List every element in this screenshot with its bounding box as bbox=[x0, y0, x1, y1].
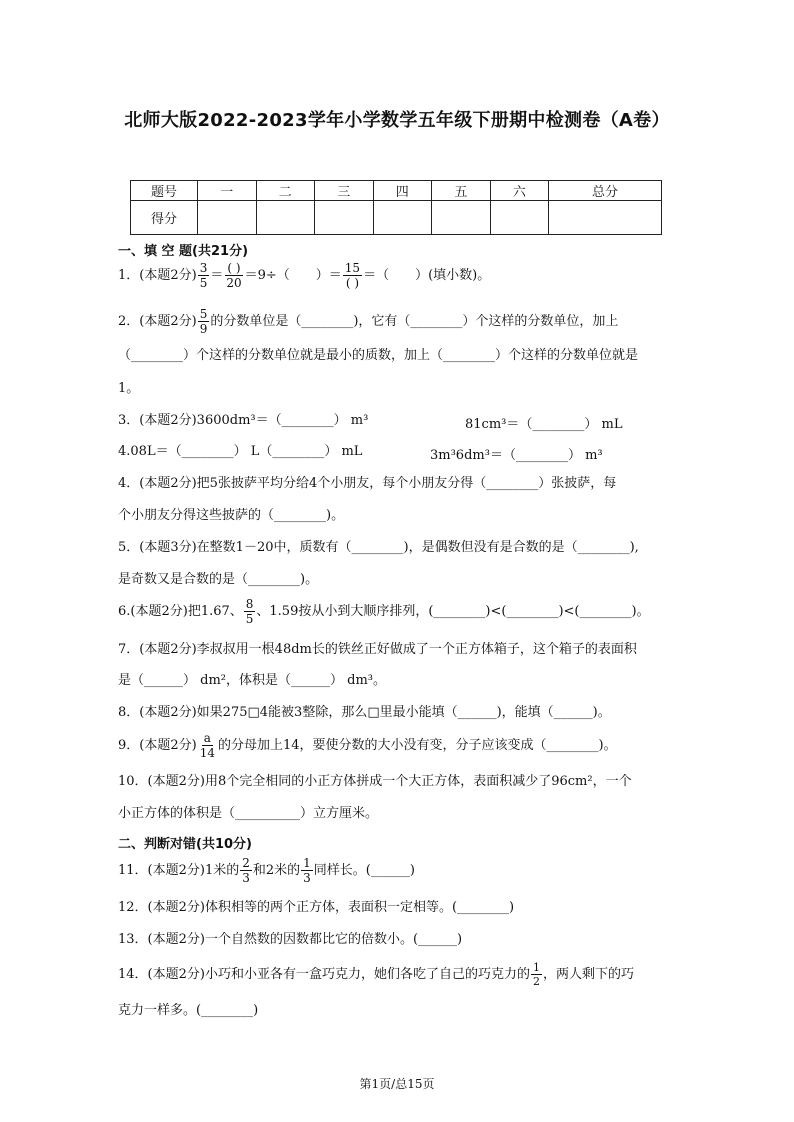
question-text: ＝9÷（ ）＝ bbox=[244, 268, 342, 283]
question-5-line-2: 是奇数又是合数的是（________)。 bbox=[118, 572, 319, 587]
question-3-part-b: 81cm³＝（________） mL bbox=[465, 417, 623, 432]
question-3-part-c: 4.08L＝（________） L（________） mL bbox=[118, 444, 363, 459]
question-text: 的分母加上14，要使分数的大小没有变，分子应该变成（________)。 bbox=[217, 738, 617, 753]
fraction bbox=[240, 857, 252, 884]
question-1 bbox=[118, 262, 490, 289]
numerator: 15 bbox=[344, 261, 361, 275]
numerator: 5 bbox=[199, 307, 208, 321]
score-cell[interactable] bbox=[549, 201, 662, 235]
fraction bbox=[198, 262, 210, 289]
question-2 bbox=[118, 308, 618, 335]
question-4-line-2: 个小朋友分得这些披萨的（________)。 bbox=[118, 508, 345, 523]
question-7-line-2: 是（______） dm²，体积是（______） dm³。 bbox=[118, 673, 386, 688]
numerator: a bbox=[203, 731, 211, 745]
score-header-cell: 六 bbox=[490, 181, 549, 201]
fraction bbox=[198, 732, 217, 759]
score-header-cell: 题号 bbox=[131, 181, 198, 201]
question-7: 7．(本题2分)李叔叔用一根48dm长的铁丝正好做成了一个正方体箱子，这个箱子的表面积 bbox=[118, 642, 637, 657]
question-prefix: 2．(本题2分) bbox=[118, 314, 197, 329]
score-header-cell: 一 bbox=[198, 181, 257, 201]
section-heading-2: 二、判断对错(共10分) bbox=[118, 837, 252, 852]
denominator: 2 bbox=[532, 975, 540, 988]
numerator: 2 bbox=[242, 856, 250, 870]
question-prefix: 14．(本题2分)小巧和小亚各有一盒巧克力，她们各吃了自己的巧克力的 bbox=[118, 967, 530, 982]
question-10: 10．(本题2分)用8个完全相同的小正方体拼成一个大正方体，表面积减少了96cm²，一个 bbox=[118, 774, 632, 789]
score-cell[interactable] bbox=[432, 201, 491, 235]
fraction bbox=[244, 598, 256, 625]
question-2-line-2: （________）个这样的分数单位就是最小的质数，加上（________）个这样的分数单位就是 bbox=[118, 348, 639, 363]
score-header-cell: 五 bbox=[432, 181, 491, 201]
numerator: ( ) bbox=[227, 261, 241, 275]
score-table bbox=[130, 180, 662, 235]
equals-sign: ＝ bbox=[210, 268, 224, 283]
score-cell[interactable] bbox=[256, 201, 315, 235]
score-cell[interactable] bbox=[373, 201, 432, 235]
page-footer: 第1页/总15页 bbox=[359, 1077, 435, 1091]
denominator: 3 bbox=[303, 871, 311, 885]
denominator: 9 bbox=[199, 322, 208, 336]
fraction bbox=[198, 308, 210, 335]
question-14-line-2: 克力一样多。(________) bbox=[118, 1003, 259, 1018]
numerator: 1 bbox=[303, 856, 311, 870]
score-cell[interactable] bbox=[198, 201, 257, 235]
question-text: 同样长。(______) bbox=[313, 863, 415, 878]
question-prefix: 1．(本题2分) bbox=[118, 268, 197, 283]
denominator: 5 bbox=[199, 276, 208, 290]
question-11 bbox=[118, 857, 415, 884]
question-8: 8．(本题2分)如果275□4能被3整除，那么□里最小能填（______)，能填（______)。 bbox=[118, 705, 611, 720]
question-3-part-d: 3m³6dm³＝（________） m³ bbox=[430, 448, 603, 463]
question-text: ，两人剩下的巧 bbox=[542, 967, 634, 982]
question-2-line-3: 1。 bbox=[118, 381, 140, 396]
score-header-cell: 四 bbox=[373, 181, 432, 201]
fraction bbox=[343, 262, 362, 289]
question-12: 12．(本题2分)体积相等的两个正方体，表面积一定相等。(________) bbox=[118, 900, 515, 915]
question-6 bbox=[118, 598, 650, 625]
score-header-cell: 三 bbox=[315, 181, 374, 201]
question-13: 13．(本题2分)一个自然数的因数都比它的倍数小。(______) bbox=[118, 932, 463, 947]
denominator: 5 bbox=[245, 612, 254, 626]
numerator: 3 bbox=[199, 261, 208, 275]
question-prefix: 6.(本题2分)把1.67、 bbox=[118, 604, 243, 619]
fraction bbox=[531, 962, 542, 987]
question-3-part-a: 3．(本题2分)3600dm³＝（________） m³ bbox=[118, 413, 369, 428]
score-row-label: 得分 bbox=[131, 201, 198, 235]
denominator: 20 bbox=[226, 276, 242, 290]
score-cell[interactable] bbox=[315, 201, 374, 235]
fraction bbox=[224, 262, 243, 289]
numerator: 1 bbox=[532, 961, 540, 974]
question-text: ＝（ ）(填小数)。 bbox=[363, 268, 491, 283]
denominator: 14 bbox=[199, 746, 215, 760]
score-header-cell: 二 bbox=[256, 181, 315, 201]
page-title: 北师大版2022-2023学年小学数学五年级下册期中检测卷（A卷） bbox=[124, 110, 670, 131]
denominator: ( ) bbox=[345, 276, 360, 290]
question-10-line-2: 小正方体的体积是（__________）立方厘米。 bbox=[118, 806, 379, 821]
score-header-cell: 总分 bbox=[549, 181, 662, 201]
question-text: 、1.59按从小到大顺序排列，(________)<(________)<(________)。 bbox=[256, 604, 650, 619]
question-14 bbox=[118, 962, 634, 987]
question-5: 5．(本题3分)在整数1－20中，质数有（________)，是偶数但没有是合数的是（________), bbox=[118, 540, 639, 555]
question-text: 的分数单位是（________)，它有（________）个这样的分数单位，加上 bbox=[210, 314, 619, 329]
question-9 bbox=[118, 732, 617, 759]
section-heading-1: 一、填 空 题(共21分) bbox=[118, 244, 249, 259]
question-text: 和2米的 bbox=[252, 863, 301, 878]
question-4: 4．(本题2分)把5张披萨平均分给4个小朋友，每个小朋友分得（________）张披萨，每 bbox=[118, 476, 617, 491]
score-cell[interactable] bbox=[490, 201, 549, 235]
numerator: 8 bbox=[245, 597, 254, 611]
question-prefix: 11．(本题2分)1米的 bbox=[118, 863, 240, 878]
denominator: 3 bbox=[242, 871, 250, 885]
question-prefix: 9．(本题2分) bbox=[118, 738, 197, 753]
fraction bbox=[301, 857, 313, 884]
